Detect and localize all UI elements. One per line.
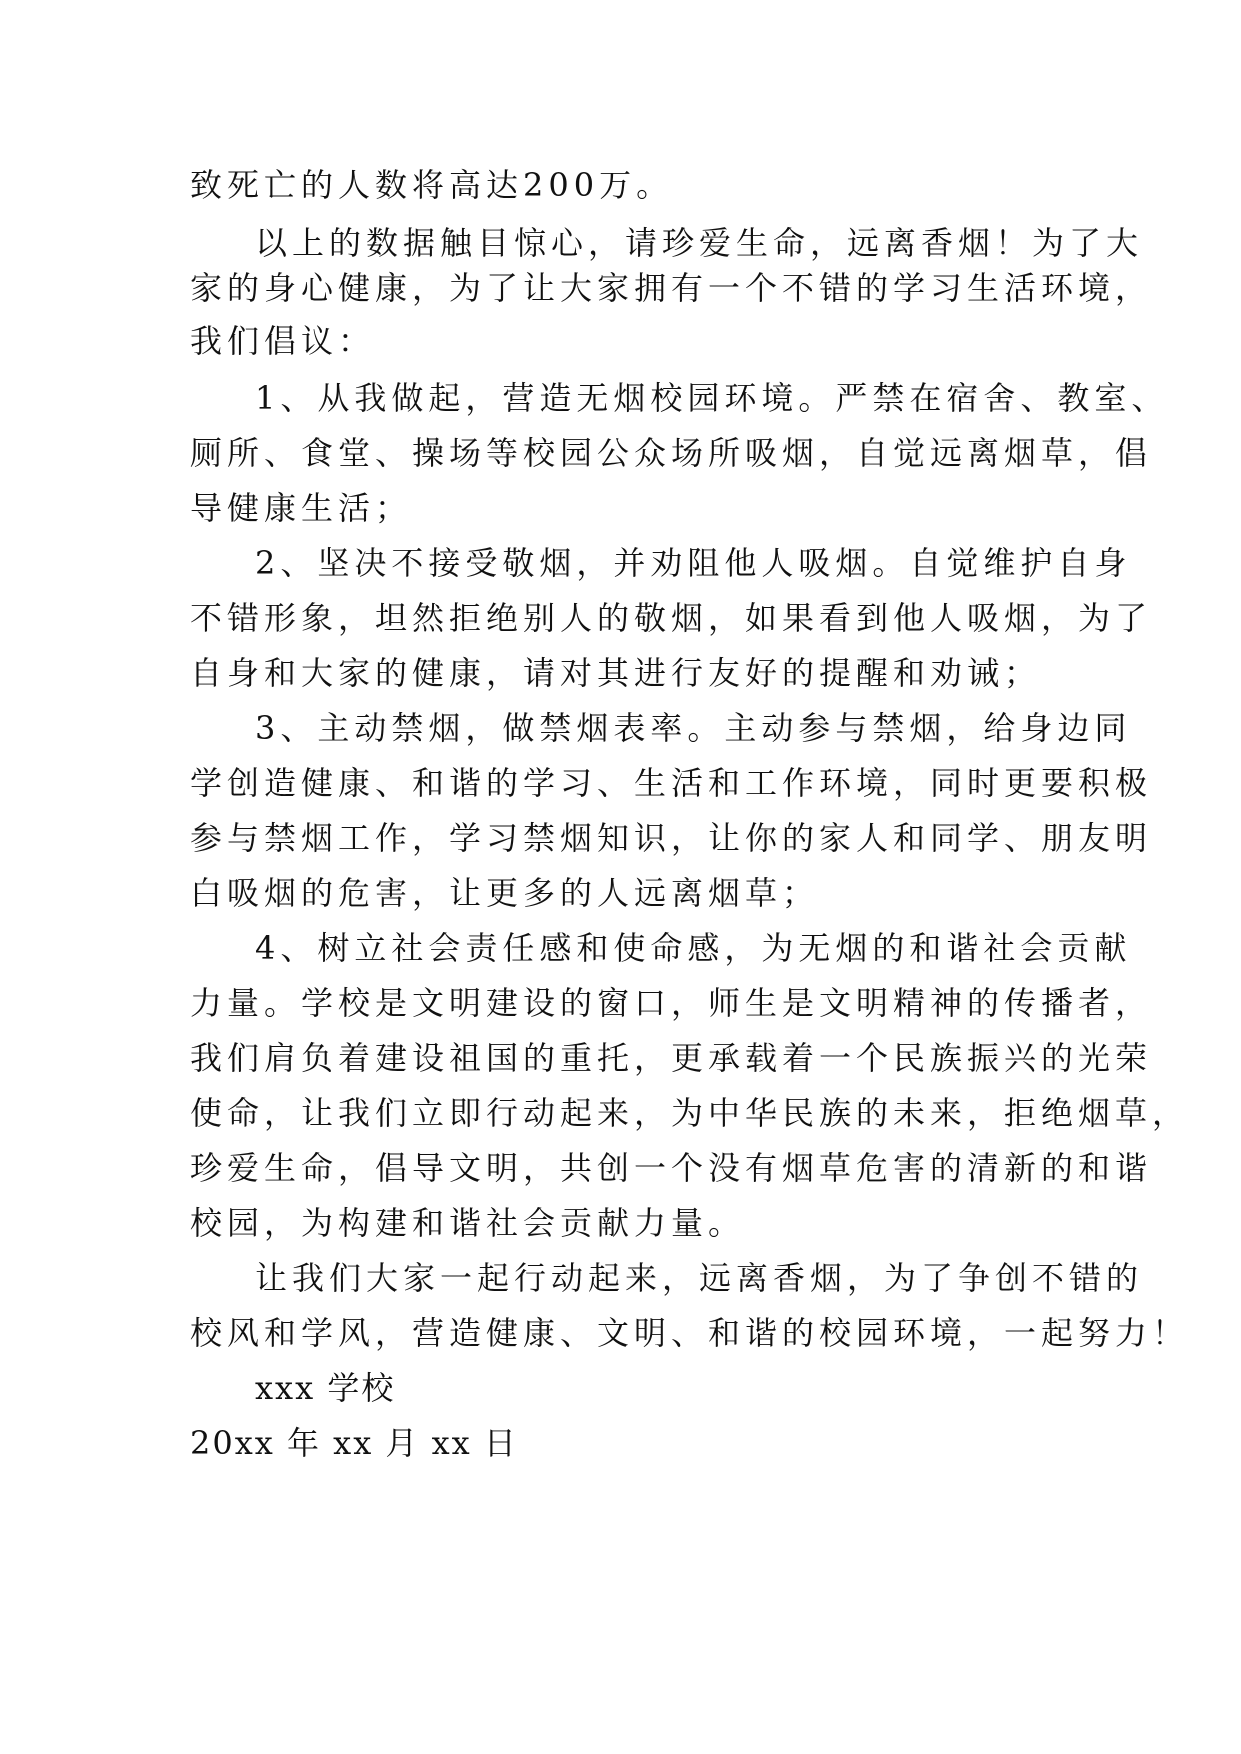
text-line: 家的身心健康，为了让大家拥有一个不错的学习生活环境，: [190, 269, 1153, 307]
text-line: 校园，为构建和谐社会贡献力量。: [190, 1204, 746, 1242]
text-line: 不错形象，坦然拒绝别人的敬烟，如果看到他人吸烟，为了: [190, 599, 1153, 637]
text-line: 学创造健康、和谐的学习、生活和工作环境，同时更要积极: [190, 764, 1153, 802]
text-line: 我们倡议：: [190, 322, 376, 360]
text-line: 校风和学风，营造健康、文明、和谐的校园环境，一起努力！: [190, 1314, 1190, 1352]
text-line: 白吸烟的危害，让更多的人远离烟草；: [190, 874, 820, 912]
text-line: 使命，让我们立即行动起来，为中华民族的未来，拒绝烟草，: [190, 1094, 1190, 1132]
text-line: 厕所、食堂、操场等校园公众场所吸烟，自觉远离烟草，倡: [190, 434, 1153, 472]
text-line: 参与禁烟工作，学习禁烟知识，让你的家人和同学、朋友明: [190, 819, 1153, 857]
text-line: 致死亡的人数将高达200万。: [190, 166, 674, 204]
text-line: 我们肩负着建设祖国的重托，更承载着一个民族振兴的光荣: [190, 1039, 1153, 1077]
list-item-4-line: 4、树立社会责任感和使命感，为无烟的和谐社会贡献: [255, 929, 1132, 967]
list-item-1-line: 1、从我做起，营造无烟校园环境。严禁在宿舍、教室、: [255, 379, 1169, 417]
list-item-2-line: 2、坚决不接受敬烟，并劝阻他人吸烟。自觉维护自身: [255, 544, 1132, 582]
paragraph-start-line: 让我们大家一起行动起来，远离香烟，为了争创不错的: [255, 1259, 1144, 1297]
text-line: 珍爱生命，倡导文明，共创一个没有烟草危害的清新的和谐: [190, 1149, 1153, 1187]
list-item-3-line: 3、主动禁烟，做禁烟表率。主动参与禁烟，给身边同: [255, 709, 1132, 747]
text-line: 导健康生活；: [190, 489, 413, 527]
text-line: 力量。学校是文明建设的窗口，师生是文明精神的传播者，: [190, 984, 1153, 1022]
date: 20xx 年 xx 月 xx 日: [190, 1424, 518, 1462]
signature: xxx 学校: [255, 1369, 396, 1407]
text-line: 自身和大家的健康，请对其进行友好的提醒和劝诫；: [190, 654, 1042, 692]
paragraph-start-line: 以上的数据触目惊心，请珍爱生命，远离香烟！为了大: [255, 224, 1144, 262]
